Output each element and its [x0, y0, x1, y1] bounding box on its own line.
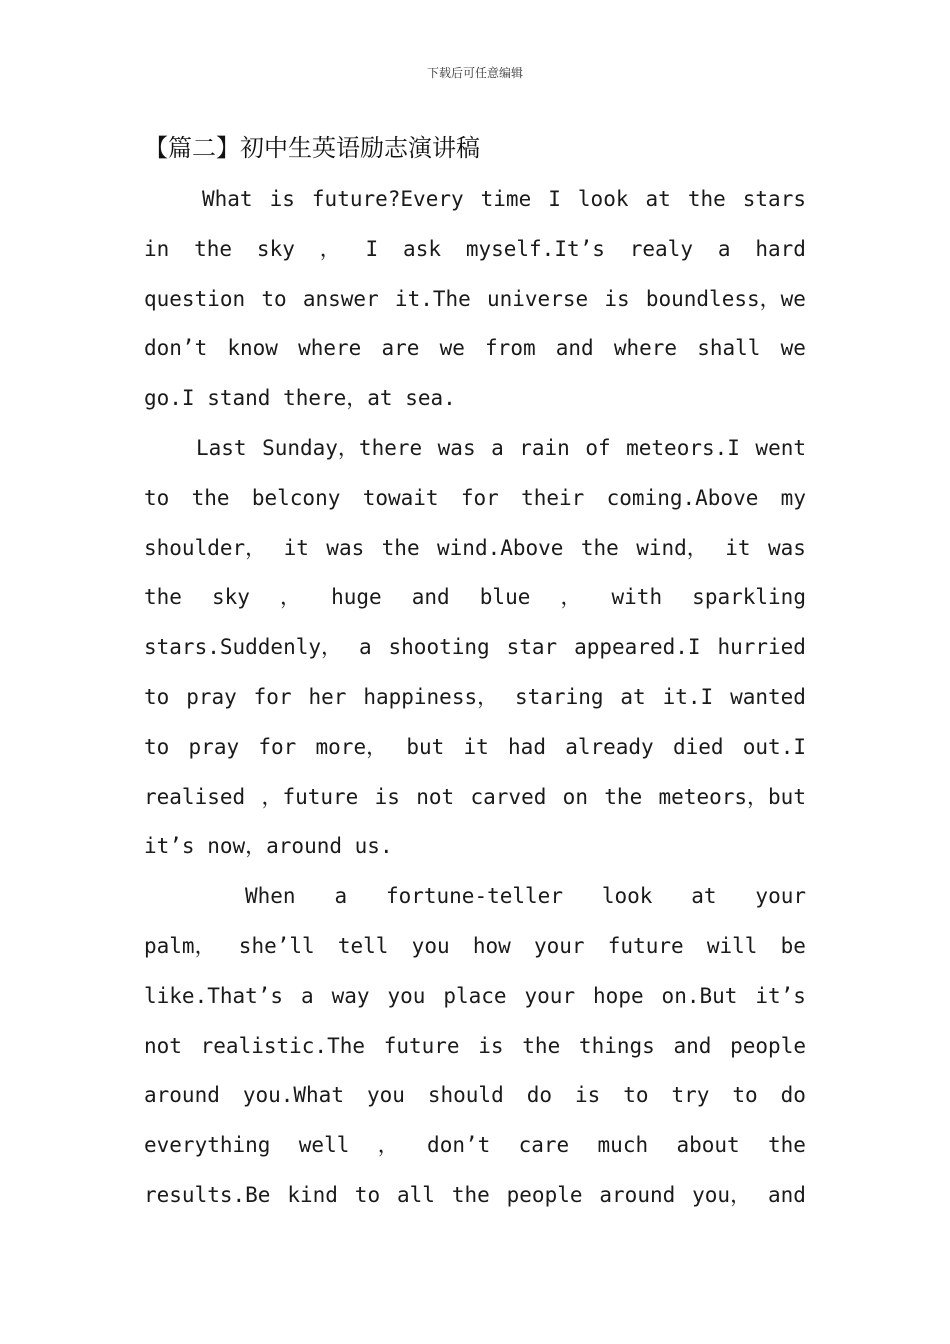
word: star — [506, 635, 558, 660]
word: pray — [188, 734, 240, 759]
word: a — [334, 884, 348, 909]
word: are — [381, 336, 420, 361]
word: a — [717, 236, 731, 261]
word: the — [604, 784, 643, 809]
word: Sunday，there — [262, 435, 423, 460]
word: was — [767, 535, 806, 560]
word: shoulder， — [144, 535, 267, 560]
word: sparkling — [692, 585, 806, 610]
word: meteors.I — [626, 435, 740, 460]
word: the — [768, 1133, 806, 1158]
word: sky — [212, 585, 250, 610]
word: do — [526, 1083, 552, 1108]
word: much — [597, 1133, 649, 1158]
word: hard — [755, 236, 806, 261]
word: not — [416, 784, 455, 809]
word: and — [673, 1033, 712, 1058]
word: wanted — [730, 684, 806, 709]
word: for — [253, 684, 292, 709]
word: already — [565, 734, 654, 759]
word: realised — [144, 784, 246, 809]
word: the — [194, 236, 233, 261]
word: look — [601, 884, 653, 909]
word: to — [261, 286, 287, 311]
text-line — [144, 275, 806, 325]
word: huge — [331, 585, 382, 610]
word: we — [780, 336, 806, 361]
word: ， — [560, 585, 582, 610]
word: the — [451, 1182, 490, 1207]
word: the — [687, 187, 726, 211]
word: blue — [479, 585, 531, 610]
word: future?Every — [311, 187, 464, 211]
word: sea. — [405, 386, 456, 411]
word: and — [411, 585, 450, 610]
word: shooting — [388, 635, 490, 660]
word: a — [301, 983, 314, 1008]
word: answer — [302, 286, 379, 311]
word: ，future — [261, 784, 359, 809]
word: in — [144, 236, 170, 261]
word: on.But — [661, 983, 738, 1008]
text-line — [144, 474, 806, 524]
page-header-note: 下载后可任意编辑 — [426, 66, 523, 80]
word: and — [767, 1182, 806, 1207]
word: fortune-teller — [385, 884, 563, 909]
word: to — [144, 684, 170, 709]
word: boundless，we — [645, 286, 806, 311]
word: don’t — [144, 336, 208, 361]
word: to — [144, 485, 170, 510]
text-line — [144, 872, 806, 922]
word: where — [613, 336, 678, 361]
word: the — [522, 1033, 561, 1058]
word: you — [411, 933, 450, 958]
word: her — [308, 684, 347, 709]
text-line — [144, 424, 806, 474]
text-line — [144, 773, 806, 823]
word: where — [298, 336, 362, 361]
word: it — [463, 734, 489, 759]
word: died — [672, 734, 724, 759]
word: stars — [742, 187, 806, 211]
word: around — [144, 1083, 220, 1108]
word: of — [585, 435, 611, 460]
word: people — [730, 1033, 806, 1058]
word: sky — [256, 236, 295, 261]
word: was — [326, 535, 365, 560]
word: she’ll — [238, 933, 315, 958]
word: future — [383, 1033, 460, 1058]
word: appeared.I — [574, 635, 701, 660]
document-title: 【篇二】初中生英语励志演讲稿 — [144, 134, 480, 162]
text-line — [144, 623, 806, 673]
word: your — [755, 884, 806, 909]
word: I — [365, 236, 379, 261]
word: to — [623, 1083, 649, 1108]
word: tell — [337, 933, 389, 958]
word: was — [437, 435, 476, 460]
word: look — [577, 187, 629, 211]
word: more， — [315, 734, 388, 759]
word: well — [298, 1133, 350, 1158]
word: rain — [519, 435, 570, 460]
word: everything — [144, 1133, 271, 1158]
text-line — [144, 1022, 806, 1072]
word: staring — [515, 684, 604, 709]
word: future — [607, 933, 684, 958]
word: it.I — [662, 684, 714, 709]
word: out.I — [742, 734, 806, 759]
word: results.Be — [144, 1182, 271, 1207]
word: coming.Above — [606, 485, 759, 510]
text-line — [144, 822, 806, 872]
word: from — [485, 336, 536, 361]
word: realistic.The — [200, 1033, 366, 1058]
word: wind， — [636, 535, 708, 560]
speech-body — [144, 175, 806, 1221]
word: place — [443, 983, 507, 1008]
word: you — [387, 983, 426, 1008]
word: the — [144, 585, 182, 610]
text-line — [144, 225, 806, 275]
word: all — [396, 1182, 435, 1207]
word: realy — [629, 236, 693, 261]
word: for — [460, 485, 499, 510]
word: about — [676, 1133, 740, 1158]
word: a — [358, 635, 372, 660]
word: care — [518, 1133, 570, 1158]
word: hope — [593, 983, 644, 1008]
word: I — [548, 187, 561, 211]
word: it — [283, 535, 309, 560]
word: it.The — [394, 286, 471, 311]
word: palm， — [144, 933, 216, 958]
word: carved — [470, 784, 547, 809]
word: ， — [280, 585, 302, 610]
word: but — [406, 734, 445, 759]
word: your — [533, 933, 585, 958]
word: towait — [362, 485, 439, 510]
word: around — [599, 1182, 676, 1207]
text-line — [144, 524, 806, 574]
word: us. — [354, 834, 393, 859]
text-line — [144, 922, 806, 972]
word: their — [521, 485, 585, 510]
word: at — [691, 884, 717, 909]
word: it’s — [144, 834, 208, 859]
word: went — [755, 435, 806, 460]
word: stand — [207, 386, 284, 411]
word: the — [191, 485, 230, 510]
word: is — [574, 1083, 601, 1108]
text-line — [144, 673, 806, 723]
word: myself.It’s — [465, 236, 605, 261]
word: and — [555, 336, 594, 361]
word: we — [439, 336, 465, 361]
word: not — [144, 1033, 182, 1058]
text-line — [144, 1121, 806, 1171]
word: don’t — [427, 1133, 491, 1158]
word: time — [480, 187, 532, 211]
word: is — [374, 784, 400, 809]
word: the — [381, 535, 420, 560]
word: to — [144, 734, 170, 759]
word: try — [671, 1083, 710, 1108]
word: is — [478, 1033, 504, 1058]
word: things — [578, 1033, 655, 1058]
word: to — [732, 1083, 758, 1108]
word: way — [331, 983, 370, 1008]
word: is — [604, 286, 630, 311]
word: universe — [486, 286, 589, 311]
text-line — [144, 1071, 806, 1121]
word: When — [245, 884, 296, 909]
word: it’s — [755, 983, 806, 1008]
word: had — [508, 734, 546, 759]
text-line — [144, 324, 806, 374]
word: now，around — [207, 834, 355, 859]
text-line — [144, 374, 806, 424]
word: question — [144, 286, 246, 311]
word: will — [706, 933, 758, 958]
word: with — [611, 585, 663, 610]
word: you， — [692, 1182, 752, 1207]
text-line — [144, 723, 806, 773]
word: to — [354, 1182, 381, 1207]
word: your — [524, 983, 576, 1008]
word: shall — [697, 336, 761, 361]
word: you.What — [242, 1083, 344, 1108]
word: is — [269, 187, 295, 211]
word: happiness， — [363, 684, 499, 709]
word: it — [725, 535, 751, 560]
word: should — [427, 1083, 504, 1108]
word: belcony — [251, 485, 341, 510]
word: be — [780, 933, 806, 958]
word: know — [227, 336, 278, 361]
word: What — [202, 187, 253, 211]
word: Last — [196, 435, 247, 460]
word: at — [645, 187, 671, 211]
word: do — [780, 1083, 806, 1108]
word: my — [780, 485, 806, 510]
word: people — [506, 1182, 583, 1207]
text-line — [144, 175, 806, 225]
word: wind.Above — [437, 535, 564, 560]
word: there，at — [283, 386, 406, 411]
word: on — [562, 784, 588, 809]
word: you — [366, 1083, 405, 1108]
word: a — [491, 435, 504, 460]
text-line — [144, 573, 806, 623]
word: how — [472, 933, 511, 958]
word: pray — [186, 684, 237, 709]
text-line — [144, 1171, 806, 1221]
word: ask — [403, 236, 441, 261]
word: hurried — [717, 635, 806, 660]
word: ， — [319, 236, 341, 261]
word: ， — [377, 1133, 399, 1158]
word: go.I — [144, 386, 208, 411]
word: kind — [287, 1182, 338, 1207]
word: like.That’s — [144, 983, 284, 1008]
word: meteors，but — [658, 784, 806, 809]
word: for — [258, 734, 297, 759]
word: the — [580, 535, 619, 560]
word: stars.Suddenly， — [144, 635, 343, 660]
text-line — [144, 972, 806, 1022]
word: at — [620, 684, 646, 709]
